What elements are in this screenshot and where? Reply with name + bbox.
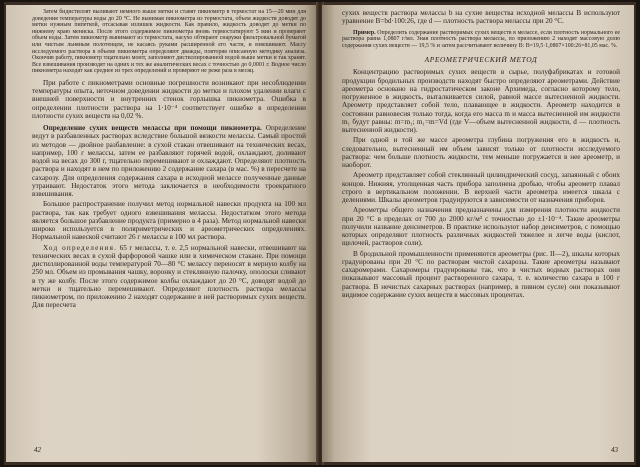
left-paragraph-1: Затем бидистиллят выливают немного выше метки и ставят пикнометр в термостат на 15—20 мин для доведения температуры воды до 20 °С. Не вынимая пикнометра из термостата, объем жидкости доводят до метки нужным пипеткой, отсасывая излишек жидкости. Как правило, жидкость доводят до метки по нижнему краю мениска. После этого содержимое пикнометра вновь термостатируют 5 мин и проверяют объем воды. Затем пикнометр вынимают из термостата, насухо обтирают снаружи фильтровальной бумагой или чистым льняным полотенцем, не касаясь руками расширенной его части, и взвешивают. Массу исследуемого раствора в объеме пикнометра определяют дважды, повторяя описанную методику анализа. Окончив работу, пикнометр тщательно моют, заполняют дистиллированной водой выше метки и так хранят. Все взвешивания производят на одних и тех же аналитических весах с точностью до 0,0001 г. Водное число пикнометра находят как среднее из трех определений и проверяют не реже раза в месяц. <box>32 9 306 75</box>
left-paragraph-5 <box>32 244 306 310</box>
open-book <box>4 2 636 465</box>
run-label: Ход определения. <box>43 243 118 252</box>
right-paragraph-2: Концентрацию растворимых сухих веществ в сырье, полуфабрикатах и готовой продукции бродильных производств находят быстро определяют ареометрами. Действие ареометра основано на гидростатическом законе Архимеда, согласно которому тело, погруженное в жидкость, выталкивается силой, равной массе вытесненной жидкости. Ареометр представляет собой тело, плавающее в жидкости. Ареометр находится в состоянии равновесия только тогда, когда его масса m и масса вытесненной им жидкости m₁ будут равны: m=m₁; m₁=m=Vd (где V—объем вытесненной жидкости, d — плотность вытесненной жидкости). <box>342 68 620 135</box>
right-paragraph-3: При одной и той же массе ареометра глубина погружения его в жидкость и, следовательно, вытесненный им объем зависят только от плотности исследуемого раствора: чем больше плотность жидкости, тем меньше погружается в нее ареометр, и наоборот. <box>342 136 620 170</box>
right-paragraph-6: В бродильной промышленности применяются ареометры (рис. II—2), шкалы которых градуированы при 20 °С по растворам чистой сахарозы. Такие ареометры называют сахаромерами. Сахаромеры градуированы так, что в чистых водных растворах они показывают массовый процент растворенного сахара, т. е. количество сахара в 100 г раствора. В нечистых сахарных растворах (например, в пивном сусле) они показывают видимое содержание сухих веществ в массовых процентах. <box>342 249 620 299</box>
left-paragraph-3-text: Определение ведут в разбавленных растворах вследствие большой вязкости мелассы. Самый простой из методов — двойное разбавление: в сухой стакан отвешивают на технических весах, например, 100 г мелассы, затем ее разбавляют горячей водой, охлаждают, доливают водой на весах до 300 г, тщательно перемешивают и охлаждают. Определяют плотность раствора и находят в нем по приложению 2 содержание сахара (в мас. %) в пересчете на сахарозу. Для определения содержания сахара в исходной мелассе полученные данные утраивают. Недостаток этого метода заключается в необходимости троекратного взвешивания. <box>32 124 306 199</box>
left-paragraph-2: При работе с пикнометрами основные погрешности возникают при несоблюдении температуры опыта, неточном доведении жидкости до метки и плохом удалении влаги с внешней поверхности и внутренних стенок горлышка пикнометра. Ошибка в определении плотности раствора на 1·10⁻⁴ соответствует ошибке в определении плотности сухих веществ на 0,02 %. <box>32 78 306 120</box>
example-label: Пример. <box>353 29 376 36</box>
example-text: Определить содержание растворимых сухих веществ в мелассе, если плотность нормального ее раствора равна 1,0807 г/мл. Зная плотность раствора мелассы, по приложению 2 находят массовую долю содержания сухих веществ — 19,5 % и затем рассчитывают величину B: B=19,5·1,0807×100:26=81,05 мас. %. <box>342 29 620 49</box>
right-paragraph-1: сухих веществ раствора мелассы b на сухие вещества исходной мелассы B используют уравнение B=bd·100:26, где d — плотность раствора мелассы при 20 °С. <box>342 9 620 26</box>
example-paragraph <box>342 30 620 50</box>
section-heading: АРЕОМЕТРИЧЕСКИЙ МЕТОД <box>424 55 538 65</box>
page-number-right: 43 <box>611 446 618 454</box>
left-paragraph-5-text: 65 г мелассы, т. е. 2,5 нормальной навески, отвешивают на технических весах в сухой фарфоровой чашке или в химическом стакане. При помощи дистиллированной воды температурой 70—80 °С мелассу переносят в мерную колбу на 250 мл. Объем из промывания чашку, воронку и стеклянную палочку, ополоски сливают в ту же колбу. После этого содержимое колбы охлаждают до 20 °С, доводят водой до метки и тщательно перемешивают. Определяют плотность раствора мелассы пикнометром, по приложению 2 находят содержание в ней растворимых сухих веществ. Для пересчета <box>32 243 306 310</box>
right-page <box>322 5 634 462</box>
page-number-left: 42 <box>34 446 41 454</box>
right-paragraph-5: Ареометры общего назначения предназначены для измерения плотности жидкости при 20 °С в пределах от 700 до 2000 кг/м³ с точностью до ±1·10⁻⁴. Такие ареометры получили название денсиметров. В практике используют набор денсиметров, с помощью которых определяют плотность различных жидкостей тяжелее и легче воды (кислот, щелочей, растворов соли). <box>342 206 620 248</box>
left-page <box>6 5 318 462</box>
left-paragraph-3 <box>32 124 306 198</box>
right-paragraph-4: Ареометр представляет собой стеклянный цилиндрический сосуд, запаянный с обоих концов. Нижняя, утолщенная часть прибора заполнена дробью, чтобы ареометр плавал строго в вертикальном положении. В верхней части ареометра имеется шкала с делениями. Шкалы ареометров градуируются в зависимости от назначения приборов. <box>342 171 620 205</box>
left-paragraph-4: Большое распространение получил метод нормальной навески продукта на 100 мл раствора, так как требует одного взвешивания мелассы. Недостатком этого метода является большое разбавление продукта (примерно в 4 раза). Метод нормальной навески широко используется в поляриметрических и ареометрических определениях. Нормальной навеской считают 26 г мелассы в 100 мл раствора. <box>32 200 306 242</box>
section-title: Определение сухих веществ мелассы при помощи пикнометра. <box>43 124 262 133</box>
